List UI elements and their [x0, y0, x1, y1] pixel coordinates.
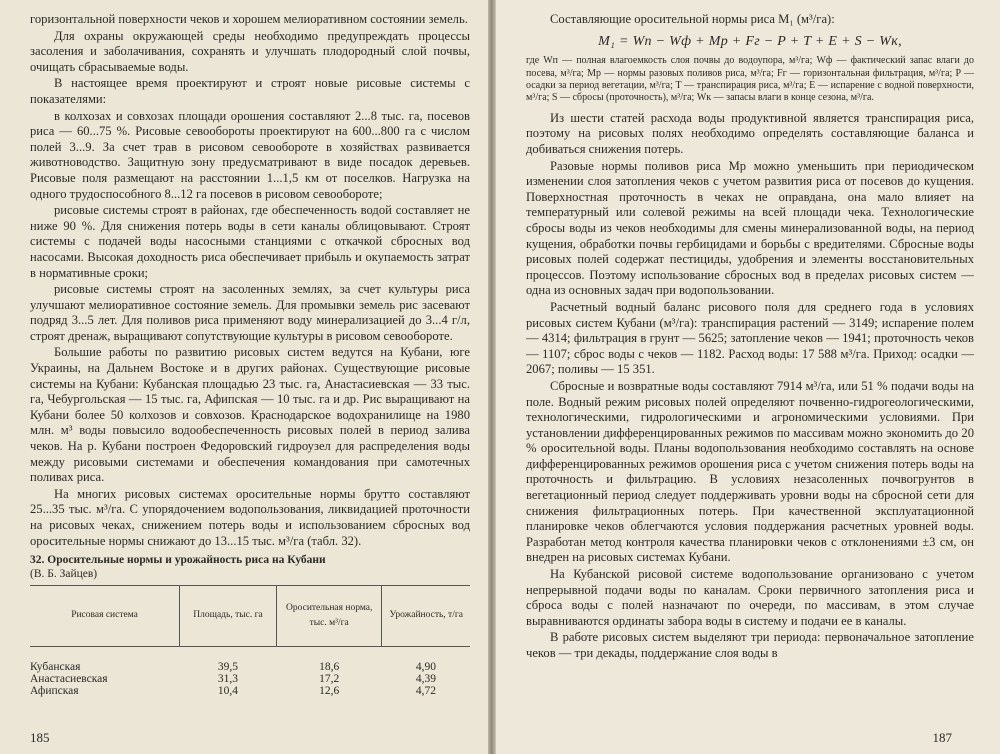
- paragraph: В настоящее время проектируют и строят новые рисовые системы с показателями:: [30, 76, 470, 106]
- table-row: [30, 673, 470, 685]
- column-header: Площадь, тыс. га: [180, 586, 277, 647]
- table-cell: 4,90: [415, 661, 437, 674]
- paragraph: Большие работы по развитию рисовых систем ведутся на Кубани, юге Украины, на Дальнем Востоке и в других районах. Существующие рисовые системы на Кубани: Кубанская площадью 23 тыс. га, Анастасиевская — 33 тыс. га, Чебургольская — 15 тыс. га, Афипская — 10 тыс. га и др. Рис выращивают на Кубани более 50 колхозов и совхозов. Краснодарское водохранилище на 1980 млн. м³ воды повысило водообеспеченность рисовых полей в период залива чеков. На р. Кубани построен Федоровский гидроузел для распределения воды между рисовыми системами и обеспечения командования при самотечных поливах риса.: [30, 345, 470, 485]
- table-cell: 31,3: [217, 673, 239, 686]
- left-page: [0, 0, 488, 754]
- paragraph: В работе рисовых систем выделяют три периода: первоначальное затопление чеков — три декады, поддержание слоя воды в: [526, 630, 974, 660]
- paragraph: Расчетный водный баланс рисового поля для среднего года в условиях рисовых систем Кубани (м³/га): транспирация растений — 3149; испарение полем — 4314; фильтрация в грунт — 5625; затопление чеков — 1941; проточность чеков — 1107; сброс воды с чеков — 1182. Расход воды: 17 588 м³/га. Приход: осадки — 2067; поливы — 15 351.: [526, 299, 974, 377]
- formula-intro: Составляющие оросительной нормы риса M₁ (м³/га):: [550, 12, 835, 26]
- irrigation-table: [30, 585, 470, 697]
- table-cell: 10,4: [217, 685, 239, 698]
- table-cell: Кубанская: [30, 661, 81, 674]
- table-cell: 18,6: [319, 661, 340, 674]
- table-cell: 4,39: [415, 673, 437, 686]
- formula-legend: где Wп — полная влагоемкость слоя почвы до водоупора, м³/га; Wф — фактический запас влаги до посева, м³/га; Mр — нормы разовых поливов риса, м³/га; Fг — горизонтальная фильтрация, м³/га; P — осадки за период вегетации, м³/га; T — транспирация риса, м³/га; E — испарение с водной поверхности, м³/га; S — сбросы (проточность), м³/га; Wк — запасы влаги в конце сезона, м³/га.: [526, 55, 974, 104]
- paragraph: На многих рисовых системах оросительные нормы брутто составляют 25...35 тыс. м³/га. С упорядочением водопользования, ликвидацией проточности на рисовых чеках, снижением потерь воды и использованием сбросных вод оросительные нормы снижают до 13...15 тыс. м³/га (табл. 32).: [30, 486, 470, 548]
- paragraph: Из шести статей расхода воды продуктивной является транспирация риса, поэтому на рисовых полях необходимо определять составляющие баланса и добиваться снижения потерь.: [526, 110, 974, 156]
- table-title: 32. Оросительные нормы и урожайность риса на Кубани: [30, 554, 326, 567]
- column-header: Рисовая система: [30, 586, 180, 647]
- paragraph: Разовые нормы поливов риса Mр можно уменьшить при периодическом изменении слоя затопления чеков с учетом развития риса от посевов до кущения. Поверхностная проточность в чеках не оправдана, она мало влияет на температурный или солевой режимы на всей площади чека. Технологические сбросы воды из чеков необходимы для смены минерализованной воды, на период кущения, обработки почвы гербицидами и борьбы с вредителями. Сбросные воды рисовых полей содержат пестициды, удобрения и элементы восстановительных процессов. Поэтому использование сбросных вод в пределах рисовых систем — одна из основных задач при водопользовании.: [526, 158, 974, 298]
- water-balance-formula: M₁ = Wп − Wф + Mр + Fг − P + T + E + S − Wк,: [598, 33, 902, 49]
- table-cell: 39,5: [217, 661, 239, 674]
- table-header-row: [30, 586, 470, 647]
- book-gutter: [488, 0, 496, 754]
- page-number: 185: [30, 730, 50, 745]
- paragraph: горизонтальной поверхности чеков и хорошем мелиоративном состоянии земель.: [30, 12, 468, 26]
- column-header: Оросительная норма, тыс. м³/га: [276, 586, 382, 647]
- table-cell: 4,72: [415, 685, 437, 698]
- paragraph: На Кубанской рисовой системе водопользование организовано с учетом непрерывной подачи воды по каналам. Сроки первичного затопления риса и сброса воды с полей назначают по очереди, по массивам, в этом случае выравниваются ординаты забора воды в систему и подачи ее в каналы.: [526, 567, 974, 628]
- page-number: 187: [932, 730, 952, 745]
- table-row: [30, 647, 470, 674]
- paragraph: рисовые системы строят в районах, где обеспеченность водой составляет не ниже 90 %. Для снижения потерь воды в сети каналы облицовывают. Строят системы с подачей воды насосными станциями с откачкой сбросных вод насосами. Высокая доходность риса обеспечивает прибыль и окупаемость затрат в нормативные сроки;: [30, 203, 470, 280]
- right-page: [496, 0, 1000, 754]
- table-cell: 17,2: [319, 673, 340, 686]
- table-cell: Анастасиевская: [30, 673, 108, 686]
- table-caption: [30, 553, 470, 581]
- column-header: Урожайность, т/га: [382, 586, 470, 647]
- table-cell: Афипская: [30, 685, 79, 698]
- left-text-column: [30, 12, 470, 697]
- table-source: (В. Б. Зайцев): [30, 568, 98, 581]
- table-cell: 12,6: [319, 685, 340, 698]
- table-row: [30, 685, 470, 697]
- paragraph: Сбросные и возвратные воды составляют 7914 м³/га, или 51 % подачи воды на поле. Водный режим рисовых полей определяют почвенно-гидрогеологическими, технологическими, гидрологическими и агрономическими условиями. При установлении дифференцированных режимов по массивам можно экономить до 20 % оросительной воды. Планы водопользования необходимо составлять на основе дифференцированных режимов орошения риса с учетом снижения потерь воды на проточность и фильтрацию. В условиях незасоленных почвогрунтов в вегетационный период следует поддерживать уровни воды на сбросной сети для снижения фильтрационных потерь. При качественной эксплуатационной планировке чеков облегчаются условия поддержания расчетных уровней воды. Разработан метод контроля качества планировки чеков с отклонениями ±3 см, он внедрен на рисовых системах Кубани.: [526, 378, 974, 565]
- paragraph: Для охраны окружающей среды необходимо предупреждать процессы засоления и заболачивания, сохранять и улучшать плодородный слой почвы, очищать сбрасываемые воды.: [30, 28, 470, 74]
- right-text-column: [526, 12, 974, 663]
- paragraph: в колхозах и совхозах площади орошения составляют 2...8 тыс. га, посевов риса — 60...75 %. Рисовые севообороты проектируют на 600...800 га с числом полей 3...9. За счет трав в рисовом севообороте в хозяйствах развивается животноводство. Защитную зону предусматривают в виде посадок деревьев. Рисовые поля размещают на расстоянии 1...1,5 км от поселков. Нагрузка на одного трудоспособного 8...12 га посевов в рисовом севообороте;: [30, 108, 470, 201]
- paragraph: рисовые системы строят на засоленных землях, за счет культуры риса улучшают мелиоративное состояние земель. Для промывки земель рис засевают подряд 3...5 лет. Для поливов риса применяют воду минерализацией до 3...4 г/л, строят дренаж, выращивают сопутствующие культуры в рисовом севообороте.: [30, 282, 470, 343]
